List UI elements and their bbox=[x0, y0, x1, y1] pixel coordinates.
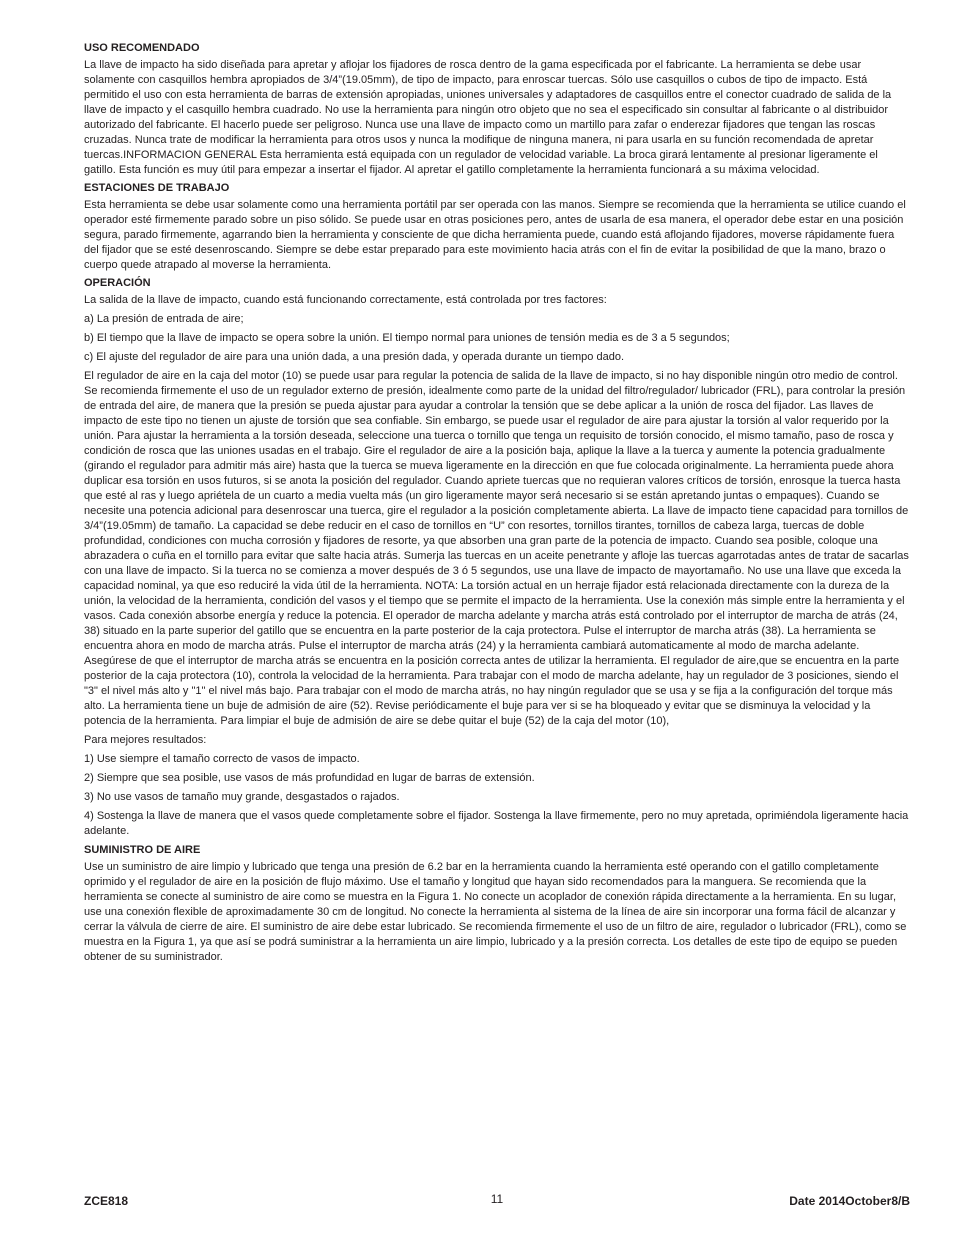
best-results-item: 3) No use vasos de tamaño muy grande, desgastados o rajados. bbox=[84, 791, 400, 803]
best-results-intro: Para mejores resultados: bbox=[84, 734, 207, 746]
section-heading: ESTACIONES DE TRABAJO bbox=[84, 182, 230, 194]
section-suministro-de-aire bbox=[84, 843, 910, 965]
best-results-item: 1) Use siempre el tamaño correcto de vasos de impacto. bbox=[84, 753, 360, 765]
best-results-item: 2) Siempre que sea posible, use vasos de más profundidad en lugar de barras de extensión. bbox=[84, 772, 535, 784]
operation-intro: La salida de la llave de impacto, cuando está funcionando correctamente, está controlada por tres factores: bbox=[84, 294, 607, 306]
footer-model: ZCE818 bbox=[84, 1194, 129, 1208]
operation-body: El regulador de aire en la caja del motor (10) se puede usar para regular la potencia de salida de la llave de impacto, si no hay disponible ningún otro medio de control. Se recomienda firmemente el uso de un regulador externo de presión, idealmente como parte de la unidad del filtro/regulador/ lubricador (FRL), para controlar la presión de entrada del aire, de manera que la presión se pueda ajustar para ayudar a controlar la tensión que se debe aplicar a la unión de rosca del fijador. Las llaves de impacto de este tipo no tienen un ajuste de torsión que sea confiable. Sin embargo, se puede usar el regulador de aire para ajustar la torsión al valor requerido por la unión. Para ajustar la herramienta a la torsión deseada, seleccione una tuerca o tornillo que tenga un requisito de torsión conocido, el mismo tamaño, paso de rosca y condición de rosca que las uniones usadas en el trabajo. Gire el regulador de aire a la posición baja, aplique la llave a la tuerca y aumente la potencia gradualmente (girando el regulador para admitir más aire) hasta que la tuerca se mueva ligeramente en la dirección en que fue colocada originalmente. La herramienta puede ahora duplicar esa torsión en usos futuros, si se anota la posición del regulador. Cuando apriete tuercas que no requieran valores críticos de torsión, enrosque la tuerca hasta que esté al ras y luego apriétela de un cuarto a media vuelta más (un giro ligeramente mayor será necesario si se están apretando juntas o empaques). Cuando se necesite una potencia adicional para desenroscar una tuerca, gire el regulador a la posición completamente abierta. La llave de impacto tiene capacidad para tornillos de 3/4”(19.05mm) de tamaño. La capacidad se debe reducir en el caso de tornillos en “U” con resortes, tornillos tirantes, tornillos de cabeza larga, tuercas de doble profundidad, condiciones con mucha corrosión y fijadores de resorte, ya que absorben una gran parte de la potencia de impacto. Cuando sea posible, coloque una abrazadera o cuña en el tornillo para evitar que salte hacia atrás. Sumerja las tuercas en un aceite penetrante y afloje las tuercas agarrotadas antes de tratar de sacarlas con una llave de impacto. Si la tuerca no se comienza a mover después de 3 ó 5 segundos, use una llave de impacto de mayortamaño. No use una llave que exceda la capacidad nominal, ya que eso reduciré la vida útil de la herramienta. NOTA: La torsión actual en un herraje fijador está relacionada directamente con la dureza de la unión, la velocidad de la herramienta, condición del vasos y el tiempo que se permite el impacto de la herramienta. Use la conexión más simple entre la herramienta y el vasos. Cada conexión absorbe energía y reduce la potencia. El operador de marcha adelante y marcha atrás está controlado por el interruptor de marcha de atrás (24, 38) situado en la parte superior del gatillo que se encuentra en la parte posterior de la caja protectora. Pulse el interruptor de marcha atrás (38). La herramienta se encuentra ahora en modo de marcha atrás. Pulse el interruptor de marcha atrás (24) y la herramienta cambiará automaticamente al modo de marcha adelante. Asegúrese de que el interruptor de marcha atrás se encuentra en la posición correcta antes de utilizar la herramienta. El regulador de aire,que se encuentra en la parte posterior de la caja protectora (10), controla la velocidad de la herramienta. Para trabajar con el modo de marcha adelante, hay un regulador de 3 posiciones, siendo el "3" el nivel más alto y "1" el nivel más bajo. Para trabajar con el modo de marcha atrás, no hay ningún regulador que se usa y se fija a la configuración del torque más alto. La herramienta tiene un buje de admisión de aire (52). Revise periódicamente el buje para ver si se ha bloqueado y evitar que se disminuya la velocidad y la potencia de la herramienta. Para limpiar el buje de admisión de aire se debe quitar el buje (52) de la caja del motor (10), bbox=[84, 370, 909, 727]
section-body: Use un suministro de aire limpio y lubricado que tenga una presión de 6.2 bar en la herramienta cuando la herramienta esté operando con el gatillo completamente oprimido y el regulador de aire en la posición de flujo máximo. Use el tamaño y longitud que hayan sido recomendados para la manguera. Se recomienda que la herramienta se conecte al suministro de aire como se muestra en la Figura 1. No conecte un acoplador de conexión rápida directamente a la herramienta. En su lugar, use una conexión flexible de aproximadamente 30 cm de longitud. No conecte la herramienta al sistema de la línea de aire sin incorporar una forma fácil de alcanzar y cerrar la válvula de cierre de aire. El suministro de aire debe estar lubricado. Se recomienda firmemente el uso de un filtro de aire, regulador o lubricador (FRL), como se muestra en la Figura 1, ya que así se podrá suministrar a la herramienta un aire limpio, lubricado y a la presión correcta. Los detalles de este tipo de equipo se pueden obtener de su suministrador. bbox=[84, 861, 907, 963]
factor-item: c) El ajuste del regulador de aire para una unión dada, a una presión dada, y operada durante un tiempo dado. bbox=[84, 351, 624, 363]
factor-item: b) El tiempo que la llave de impacto se opera sobre la unión. El tiempo normal para uniones de tensión media es de 3 a 5 segundos; bbox=[84, 332, 730, 344]
section-heading: OPERACIÓN bbox=[84, 277, 151, 289]
section-uso-recomendado bbox=[84, 41, 910, 178]
footer-page-number: 11 bbox=[490, 1192, 504, 1206]
section-heading: USO RECOMENDADO bbox=[84, 42, 200, 54]
section-heading: SUMINISTRO DE AIRE bbox=[84, 844, 201, 856]
section-body: Esta herramienta se debe usar solamente como una herramienta portátil par ser operada con las manos. Siempre se recomienda que la herramienta se utilice cuando el operador esté firmemente parado sobre un piso sólido. Se puede usar en otras posiciones pero, antes de usarla de esa manera, el operador debe estar en una posición segura, parado firmemente, agarrando bien la herramienta y consciente de que dicha herramienta puede, cuando está aflojando fijadores, moverse rápidamente fuera del fijador que se esté desenroscando. Siempre se debe estar preparado para este movimiento hacia atrás con el fin de evitar la posibilidad de que la mano, brazo o cuerpo quede atrapado al moverse la herramienta. bbox=[84, 199, 906, 271]
factor-item: a) La presión de entrada de aire; bbox=[84, 313, 244, 325]
best-results-item: 4) Sostenga la llave de manera que el vasos quede completamente sobre el fijador. Sostenga la llave firmemente, pero no muy apretada, oprimiéndola ligeramente hacia adelante. bbox=[84, 810, 909, 837]
section-body: La llave de impacto ha sido diseñada para apretar y aflojar los fijadores de rosca dentro de la gama especificada por el fabricante. La herramienta se debe usar solamente con casquillos hembra apropiados de 3/4”(19.05mm), de tipo de impacto, para enroscar tuercas. Sólo use casquillos o cubos de tipo de impacto. Está permitido el uso con esta herramienta de barras de extensión apropiadas, uniones universales y adaptadores de casquillos entre el conector cuadrado de salida de la llave de impacto y el casquillo hembra cuadrado. No use la herramienta para ningún otro objeto que no sea el especificado sin consultar al fabricante o al distribuidor autorizado del fabricante. El hacerlo puede ser peligroso. Nunca use una llave de impacto como un martillo para zafar o enderezar fijadores que tengan las roscas cruzadas. Nunca trate de modificar la herramienta para otros usos y nunca la modifique de ninguna manera, ni para usarla en su función recomendada de apretar tuercas.INFORMACION GENERAL Esta herramienta está equipada con un regulador de velocidad variable. La broca girará lentamente al presionar ligeramente el gatillo. Esta función es muy útil para empezar a insertar el fijador. Al apretar el gatillo completamente la herramienta funcionará a su máxima velocidad. bbox=[84, 59, 892, 176]
page-footer bbox=[84, 1192, 910, 1212]
section-estaciones-de-trabajo bbox=[84, 181, 910, 273]
section-operacion bbox=[84, 276, 910, 839]
footer-date: Date 2014October8/B bbox=[789, 1194, 910, 1208]
document-page bbox=[84, 41, 910, 968]
